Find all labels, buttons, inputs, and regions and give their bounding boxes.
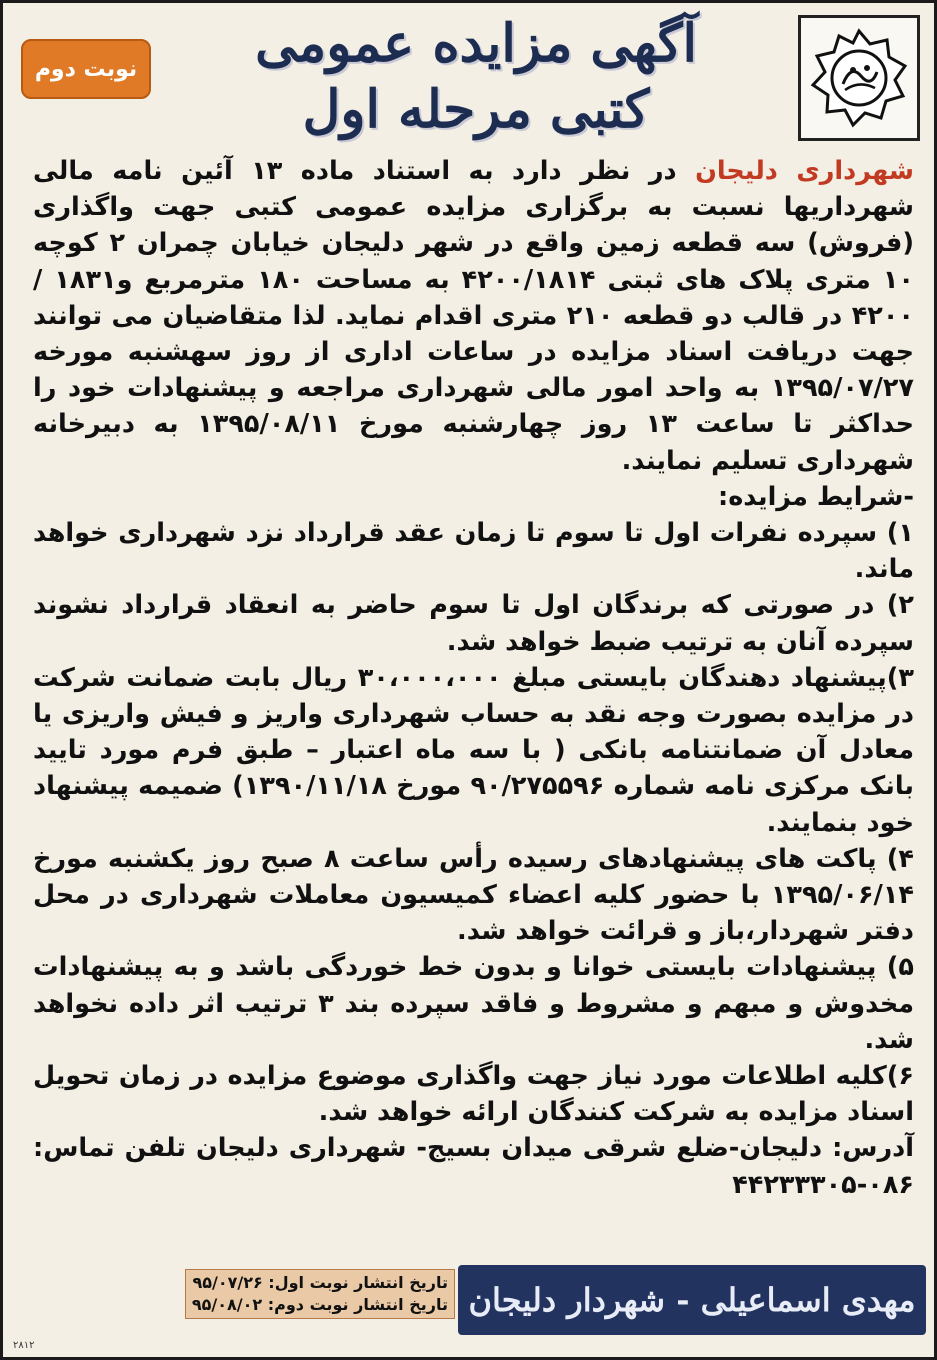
condition-item: ۴) پاکت های پیشنهادهای رسیده رأس ساعت ۸ صبح روز یکشنبه مورخ ۱۳۹۵/۰۶/۱۴ با حضور کلیه اعضاء کمیسیون معاملات شهرداری در محل دفتر شهردار،باز و قرائت خواهد شد. bbox=[33, 843, 914, 947]
title-block bbox=[161, 11, 791, 143]
signature-banner: مهدی اسماعیلی - شهردار دلیجان bbox=[458, 1265, 926, 1335]
municipality-logo bbox=[798, 15, 920, 141]
ad-code: ۲۸۱۲ bbox=[13, 1340, 35, 1351]
condition-item: ۱) سپرده نفرات اول تا سوم تا زمان عقد قرارداد نزد شهرداری خواهد ماند. bbox=[33, 518, 914, 585]
round-badge: نوبت دوم bbox=[21, 39, 151, 99]
notice-subtitle: کتبی مرحله اول bbox=[302, 79, 650, 140]
notice-body bbox=[33, 153, 914, 1203]
publish-dates-box bbox=[185, 1269, 455, 1319]
contact-address: آدرس: دلیجان-ضلع شرقی میدان بسیج- شهرداری دلیجان تلفن تماس: ۰۸۶-۴۴۲۳۳۳۰۵ bbox=[33, 1133, 914, 1200]
intro-text: در نظر دارد به استناد ماده ۱۳ آئین نامه مالی شهرداریها نسبت به برگزاری مزایده عمومی کتبی جهت واگذاری (فروش) سه قطعه زمین واقع در شهر دلیجان خیابان چمران ۲ کوچه ۱۰ متری پلاک های ثبتی ۴۲۰۰/۱۸۱۴ به مساحت ۱۸۰ مترمربع و۱۸۳۱ /۴۲۰۰ در قالب دو قطعه ۲۱۰ متری اقدام نماید. لذا متقاضیان می توانند جهت دریافت اسناد مزایده در ساعات اداری از روز سهشنبه مورخه ۱۳۹۵/۰۷/۲۷ به واحد امور مالی شهرداری مراجعه و پیشنهادات خود را حداکثر تا ساعت ۱۳ روز چهارشنبه مورخ ۱۳۹۵/۰۸/۱۱ به دبیرخانه شهرداری تسلیم نمایند. bbox=[33, 156, 914, 476]
condition-item: ۶)کلیه اطلاعات مورد نیاز جهت واگذاری موضوع مزایده در زمان تحویل اسناد مزایده به شرکت کنندگان ارائه خواهد شد. bbox=[33, 1061, 914, 1128]
publish-dates bbox=[25, 1269, 455, 1319]
publish-date-first: تاریخ انتشار نوبت اول: ۹۵/۰۷/۲۶ bbox=[192, 1273, 448, 1292]
notice-title: آگهی مزایده عمومی bbox=[255, 13, 697, 74]
condition-item: ۵) پیشنهادات بایستی خوانا و بدون خط خوردگی باشد و به پیشنهادات مخدوش و مبهم و مشروط و فاقد سپرده بند ۳ ترتیب اثر داده نخواهد شد. bbox=[33, 952, 914, 1055]
publish-date-second: تاریخ انتشار نوبت دوم: ۹۵/۰۸/۰۲ bbox=[191, 1295, 448, 1314]
municipality-emblem-icon bbox=[809, 28, 909, 128]
intro-paragraph bbox=[33, 153, 914, 479]
notice-header bbox=[11, 11, 926, 149]
conditions-heading: -شرایط مزایده: bbox=[718, 481, 914, 512]
condition-item: ۳)پیشنهاد دهندگان بایستی مبلغ ۳۰،۰۰۰،۰۰۰ ریال بابت ضمانت شرکت در مزایده بصورت وجه نقد به حساب شهرداری واریز و فیش واریزی یا معادل آن ضمانتنامه بانکی ( با سه ماه اعتبار – طبق فرم مورد تایید بانک مرکزی نامه شماره ۹۰/۲۷۵۵۹۶ مورخ ۱۳۹۰/۱۱/۱۸) ضمیمه پیشنهاد خود بنمایند. bbox=[33, 662, 915, 838]
condition-item: ۲) در صورتی که برندگان اول تا سوم حاضر به انعقاد قرارداد نشوند سپرده آنان به ترتیب ضبط خواهد شد. bbox=[33, 590, 914, 657]
notice-footer bbox=[11, 1265, 926, 1351]
municipality-name: شهرداری دلیجان bbox=[695, 156, 914, 186]
